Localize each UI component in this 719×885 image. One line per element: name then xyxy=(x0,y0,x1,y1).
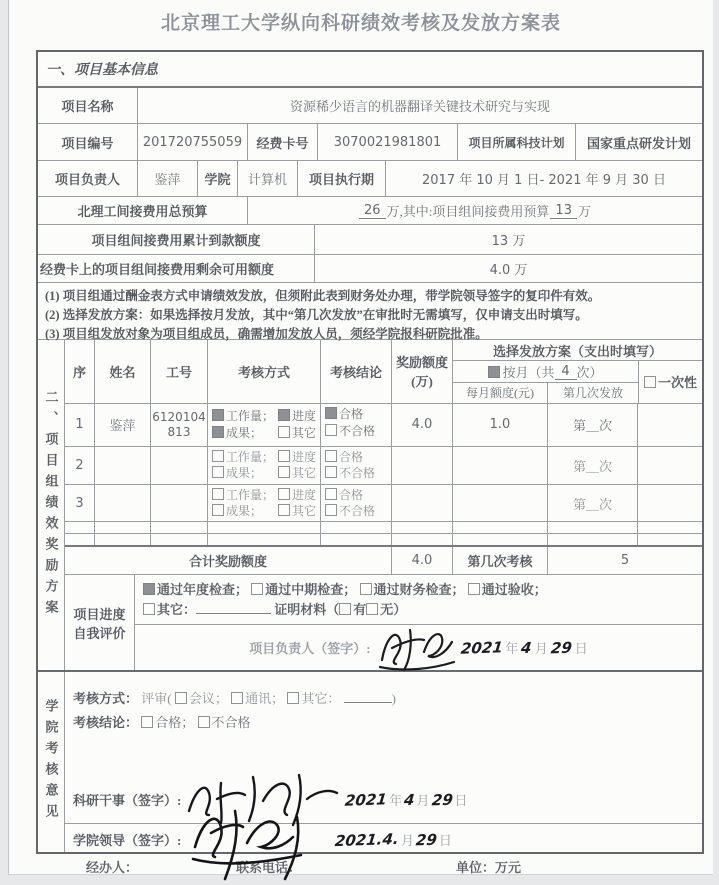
project-no-label: 项目编号 xyxy=(38,124,138,160)
scanned-form-page xyxy=(8,0,713,875)
self-eval-label: 项目进度自我评价 xyxy=(65,575,135,670)
accept-label: 通过验收； xyxy=(481,582,547,598)
row2-result-label: 成果； xyxy=(226,466,263,481)
college-paren-close: ) xyxy=(391,691,396,706)
col-permonth: 每月额度(元) xyxy=(453,383,548,403)
row2-id xyxy=(151,447,208,484)
program-value: 国家重点研发计划 xyxy=(586,135,691,151)
college-other-checkbox-icon xyxy=(287,692,299,704)
secretary-month: 4 xyxy=(403,790,416,809)
project-name-label: 项目名称 xyxy=(38,88,138,123)
note-2: (2) 选择发放方案：如果选择按月发放，其中“第几次发放”在审批时无需填写，仅申请支出时填写。 xyxy=(45,308,588,322)
row2-conclusion xyxy=(321,447,392,484)
budget-group: 13 xyxy=(550,203,577,219)
month-char: 月 xyxy=(534,641,548,657)
row2-progress-checkbox-icon xyxy=(278,450,290,462)
project-name-row xyxy=(38,86,702,123)
row3-result-checkbox-icon xyxy=(212,504,224,516)
remain-row xyxy=(38,254,702,282)
row1-other-checkbox-icon xyxy=(278,426,290,438)
form-table xyxy=(36,50,704,854)
row3-result-label: 成果； xyxy=(226,504,263,519)
other-eval-checkbox-icon xyxy=(143,603,155,615)
college-divider xyxy=(65,823,702,824)
program-label: 项目所属科技计划 xyxy=(458,124,576,160)
col-plan-label: 选择发放方案（支出时填写） xyxy=(492,343,662,359)
fund-card-value: 3070021981801 xyxy=(318,124,458,160)
row1-once xyxy=(638,404,702,446)
row1-method xyxy=(208,404,321,446)
secretary-year: 2021 xyxy=(344,789,389,810)
row1-permonth: 1.0 xyxy=(453,404,548,446)
college-conclusion-line xyxy=(73,712,251,731)
accept-checkbox-icon xyxy=(468,583,480,595)
row2-permonth xyxy=(453,447,548,484)
college-fail-label: 不合格 xyxy=(211,715,251,730)
comm-label: 通讯； xyxy=(245,691,285,706)
row2-seq: 2 xyxy=(65,447,95,484)
section2-side-label: 二、项目组绩效奖励方案 xyxy=(43,389,59,621)
row1-amount: 4.0 xyxy=(392,404,453,446)
row3-seq: 3 xyxy=(65,485,95,522)
row3-once xyxy=(638,485,702,522)
col-amount xyxy=(392,340,453,403)
school-value: 计算机 xyxy=(238,161,298,196)
row2-name xyxy=(95,447,151,484)
college-method-label: 考核方式： xyxy=(73,691,139,706)
row3-amount xyxy=(392,485,453,522)
row1-workload-checkbox-checked-icon xyxy=(212,409,224,421)
award-row-3 xyxy=(65,484,702,522)
row2-once xyxy=(638,447,702,484)
section3-side-label: 学院考核意见 xyxy=(43,699,59,825)
row1-nth: 第＿次 xyxy=(548,404,638,446)
col-method: 考核方式 xyxy=(208,340,321,403)
totals-row xyxy=(65,545,702,574)
mid-check-label: 通过中期检查； xyxy=(265,582,357,598)
section1-heading-row xyxy=(38,52,702,86)
budget-unit: 万 xyxy=(577,204,591,219)
row3-workload-label: 工作量； xyxy=(226,488,275,503)
budget-mid-text: 万,其中:项目组间接费用预算 xyxy=(386,204,550,219)
remain-label: 经费卡上的项目组间接费用剩余可用额度 xyxy=(38,255,315,282)
proof-no-label: 无 xyxy=(380,602,394,618)
row1-id xyxy=(151,404,208,446)
row1-progress-checkbox-checked-icon xyxy=(278,409,290,421)
col-once xyxy=(638,361,702,403)
row2-pass-checkbox-icon xyxy=(325,450,337,462)
leader-signature xyxy=(374,622,458,674)
dean-date: 2021.4. xyxy=(334,829,401,850)
row3-conclusion xyxy=(321,485,392,522)
arrived-row xyxy=(38,224,702,254)
project-no-value: 201720755059 xyxy=(138,124,248,160)
row2-workload-label: 工作量； xyxy=(226,450,275,465)
monthly-label-pre: 按月（共 xyxy=(502,365,555,380)
nth-check-value: 5 xyxy=(620,553,630,569)
row3-fail-checkbox-icon xyxy=(325,504,337,516)
college-fail-checkbox-icon xyxy=(198,716,210,728)
remain-value: 4.0 万 xyxy=(489,263,528,278)
other-eval-blank xyxy=(196,601,271,614)
col-amount-l2: (万) xyxy=(411,374,433,390)
leader-sign-line xyxy=(135,625,702,670)
row1-pass-checkbox-checked-icon xyxy=(325,407,337,419)
phone-label: 联系电话： xyxy=(236,860,302,875)
notes-row xyxy=(38,282,702,339)
arrived-value: 13 万 xyxy=(491,234,526,249)
leader-sign-month: 4 xyxy=(520,638,533,657)
row1-result-checkbox-checked-icon xyxy=(212,426,224,438)
section2-side xyxy=(38,340,65,670)
section3-side xyxy=(38,672,65,852)
dean-month-char: 月 xyxy=(400,833,414,848)
row1-workload-label: 工作量； xyxy=(226,408,275,423)
other-eval-label: 其它： xyxy=(157,602,197,618)
college-method-text: 评审( xyxy=(141,691,172,706)
row2-result-checkbox-icon xyxy=(212,466,224,478)
row3-progress-checkbox-icon xyxy=(278,488,290,500)
monthly-times: 4 xyxy=(555,364,577,380)
award-row-2 xyxy=(65,446,702,484)
row2-fail-checkbox-icon xyxy=(325,466,337,478)
college-other-blank xyxy=(344,690,392,703)
col-conclusion: 考核结论 xyxy=(321,340,392,403)
table-footer xyxy=(36,857,704,875)
annual-check-checkbox-checked-icon xyxy=(143,583,155,595)
comm-checkbox-icon xyxy=(231,692,243,704)
secretary-day: 29 xyxy=(430,790,454,809)
row2-other-label: 其它 xyxy=(291,466,316,481)
total-value: 4.0 xyxy=(392,547,453,574)
budget-row xyxy=(38,196,702,224)
budget-value xyxy=(248,197,702,224)
proof-close: ） xyxy=(393,602,407,618)
row3-fail-label: 不合格 xyxy=(339,503,376,518)
row3-nth: 第＿次 xyxy=(548,485,638,522)
row2-progress-label: 进度 xyxy=(291,450,316,465)
unit-label: 单位：万元 xyxy=(456,860,522,875)
col-id: 工号 xyxy=(151,340,208,403)
col-seq: 序 xyxy=(65,340,95,403)
row1-pass-label: 合格 xyxy=(339,406,364,421)
project-leader-row xyxy=(38,160,702,196)
col-plan xyxy=(453,340,702,361)
self-eval-row xyxy=(65,574,702,670)
fin-check-label: 通过财务检查； xyxy=(373,582,465,598)
dean-sign-line xyxy=(73,830,452,849)
row2-amount xyxy=(392,447,453,484)
row3-pass-checkbox-icon xyxy=(325,488,337,500)
school-label: 学院 xyxy=(198,161,238,196)
row3-progress-label: 进度 xyxy=(291,488,316,503)
row2-other-checkbox-icon xyxy=(278,466,290,478)
row1-fail-label: 不合格 xyxy=(339,423,376,438)
row3-pass-label: 合格 xyxy=(339,487,364,502)
proof-no-checkbox-icon xyxy=(366,603,378,615)
project-number-row xyxy=(38,123,702,160)
row3-id xyxy=(151,485,208,522)
leader-sign-label: 项目负责人（签字）: xyxy=(249,641,371,657)
mid-check-checkbox-icon xyxy=(251,583,263,595)
annual-check-label: 通过年度检查； xyxy=(157,582,249,598)
dean-day-char: 日 xyxy=(438,833,452,848)
college-method-line xyxy=(73,688,396,707)
leader-label: 项目负责人 xyxy=(38,161,138,196)
row3-other-checkbox-icon xyxy=(278,504,290,516)
dean-signature xyxy=(183,799,333,885)
agent-label: 经办人： xyxy=(86,860,139,875)
period-label: 项目执行期 xyxy=(298,161,386,196)
row3-name xyxy=(95,485,151,522)
dean-day: 29 xyxy=(414,830,438,849)
arrived-label: 项目组间接费用累计到款额度 xyxy=(38,225,315,254)
col-name: 姓名 xyxy=(95,340,151,403)
row1-name: 鉴萍 xyxy=(95,404,151,446)
nth-check-label: 第几次考核 xyxy=(453,547,548,574)
row3-method xyxy=(208,485,321,522)
proof-yes-checkbox-icon xyxy=(339,603,351,615)
section1-heading: 一、项目基本信息 xyxy=(46,63,158,78)
col-amount-l1: 奖励额度 xyxy=(395,355,448,371)
college-concl-label: 考核结论： xyxy=(73,715,139,730)
row3-permonth xyxy=(453,485,548,522)
leader-sign-year: 2021 xyxy=(459,637,504,658)
row3-other-label: 其它 xyxy=(291,504,316,519)
row1-id-l1: 6120104 xyxy=(152,409,206,424)
row2-method xyxy=(208,447,321,484)
row1-other-label: 其它 xyxy=(291,425,316,440)
secretary-sign-label: 科研干事（签字）: xyxy=(73,793,182,808)
row1-result-label: 成果； xyxy=(226,425,263,440)
row1-id-l2: 813 xyxy=(167,424,191,439)
row1-seq: 1 xyxy=(65,404,95,446)
row2-pass-label: 合格 xyxy=(339,449,364,464)
award-empty-row-1 xyxy=(65,521,702,533)
row2-workload-checkbox-icon xyxy=(212,450,224,462)
section3 xyxy=(38,670,702,852)
once-label: 一次性 xyxy=(657,375,697,391)
note-1: (1) 项目组通过酬金表方式申请绩效发放，但须附此表到财务处办理，带学院领导签字的复印件有效。 xyxy=(45,289,601,303)
leader-value: 鉴萍 xyxy=(138,161,198,196)
dean-sign-label: 学院领导（签字）: xyxy=(73,833,182,848)
day-char: 日 xyxy=(574,641,588,657)
secretary-month-char: 月 xyxy=(416,793,430,808)
proof-yes-label: 有 xyxy=(353,602,367,618)
secretary-year-char: 年 xyxy=(389,793,403,808)
college-other-label: 其它： xyxy=(301,691,341,706)
col-monthly xyxy=(453,361,638,383)
proof-label: 证明材料（ xyxy=(274,602,340,618)
award-row-1 xyxy=(65,403,702,446)
leader-sign-day: 29 xyxy=(549,638,573,658)
secretary-day-char: 日 xyxy=(454,793,468,808)
once-checkbox-icon xyxy=(644,376,656,388)
row1-conclusion xyxy=(321,404,392,446)
fund-card-label: 经费卡号 xyxy=(248,124,318,160)
year-char: 年 xyxy=(505,641,519,657)
fin-check-checkbox-icon xyxy=(360,583,372,595)
monthly-label-post: 次） xyxy=(576,365,603,380)
row1-fail-checkbox-icon xyxy=(325,424,337,436)
monthly-checkbox-checked-icon xyxy=(488,366,500,378)
row2-nth: 第＿次 xyxy=(548,447,638,484)
budget-total: 26 xyxy=(359,203,386,219)
award-header xyxy=(65,340,702,403)
period-value: 2017 年 10 月 1 日- 2021 年 9 月 30 日 xyxy=(422,173,666,188)
total-label: 合计奖励额度 xyxy=(65,547,392,574)
row2-fail-label: 不合格 xyxy=(339,465,376,480)
note-3: (3) 项目组发放对象为项目组成员，确需增加发放人员，须经学院报科研院批准。 xyxy=(45,327,488,341)
college-pass-label: 合格； xyxy=(155,715,195,730)
meeting-label: 会议； xyxy=(188,691,228,706)
award-empty-row-2 xyxy=(65,533,702,545)
meeting-checkbox-icon xyxy=(175,692,187,704)
row3-workload-checkbox-icon xyxy=(212,488,224,500)
budget-label: 北理工间接费用总预算 xyxy=(38,197,248,224)
row1-progress-label: 进度 xyxy=(291,408,316,423)
section2 xyxy=(38,339,702,670)
col-nth: 第几次发放 xyxy=(562,386,623,401)
form-title: 北京理工大学纵向科研绩效考核及发放方案表 xyxy=(160,13,561,34)
college-pass-checkbox-icon xyxy=(141,716,153,728)
self-eval-options xyxy=(135,575,702,625)
project-name-value: 资源稀少语言的机器翻译关键技术研究与实现 xyxy=(289,99,550,114)
